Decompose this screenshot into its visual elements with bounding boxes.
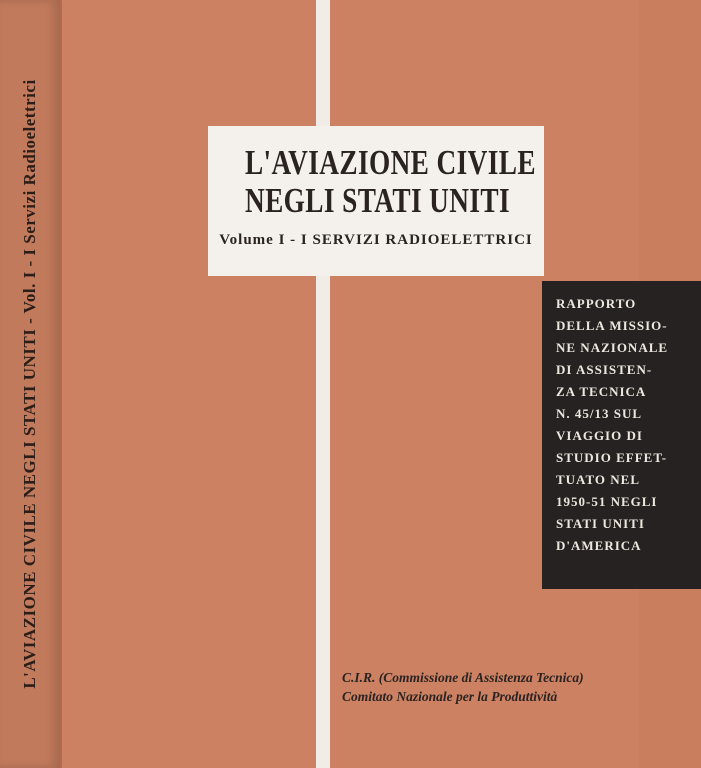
- book-spine: [0, 0, 62, 768]
- report-line: ZA TECNICA: [556, 384, 647, 399]
- title-line-1: L'AVIAZIONE CIVILE: [244, 143, 536, 182]
- report-line: STATI UNITI: [556, 516, 645, 531]
- report-line: DI ASSISTEN-: [556, 362, 653, 377]
- report-line: N. 45/13 SUL: [556, 406, 643, 421]
- report-text: [556, 293, 691, 557]
- report-line: 1950-51 NEGLI: [556, 494, 658, 509]
- title-line-2: NEGLI STATI UNITI: [244, 181, 511, 220]
- footer-line-1: C.I.R. (Commissione di Assistenza Tecnica): [342, 670, 584, 685]
- title-box: [208, 126, 544, 276]
- footer-line-2: Comitato Nazionale per la Produttività: [342, 689, 558, 704]
- vertical-stripe: [316, 0, 330, 768]
- publisher-footer: [342, 668, 692, 706]
- report-line: NE NAZIONALE: [556, 340, 669, 355]
- front-cover: [62, 0, 669, 768]
- report-line: RAPPORTO: [556, 296, 637, 311]
- report-line: VIAGGIO DI: [556, 428, 643, 443]
- report-box: [542, 281, 701, 589]
- spine-title: L'AVIAZIONE CIVILE NEGLI STATI UNITI - Vol. I - I Servizi Radioelettrici: [20, 79, 39, 689]
- report-line: D'AMERICA: [556, 538, 642, 553]
- report-line: STUDIO EFFET-: [556, 450, 668, 465]
- subtitle: Volume I - I SERVIZI RADIOELETTRICI: [219, 232, 533, 248]
- report-line: TUATO NEL: [556, 472, 641, 487]
- report-line: DELLA MISSIO-: [556, 318, 668, 333]
